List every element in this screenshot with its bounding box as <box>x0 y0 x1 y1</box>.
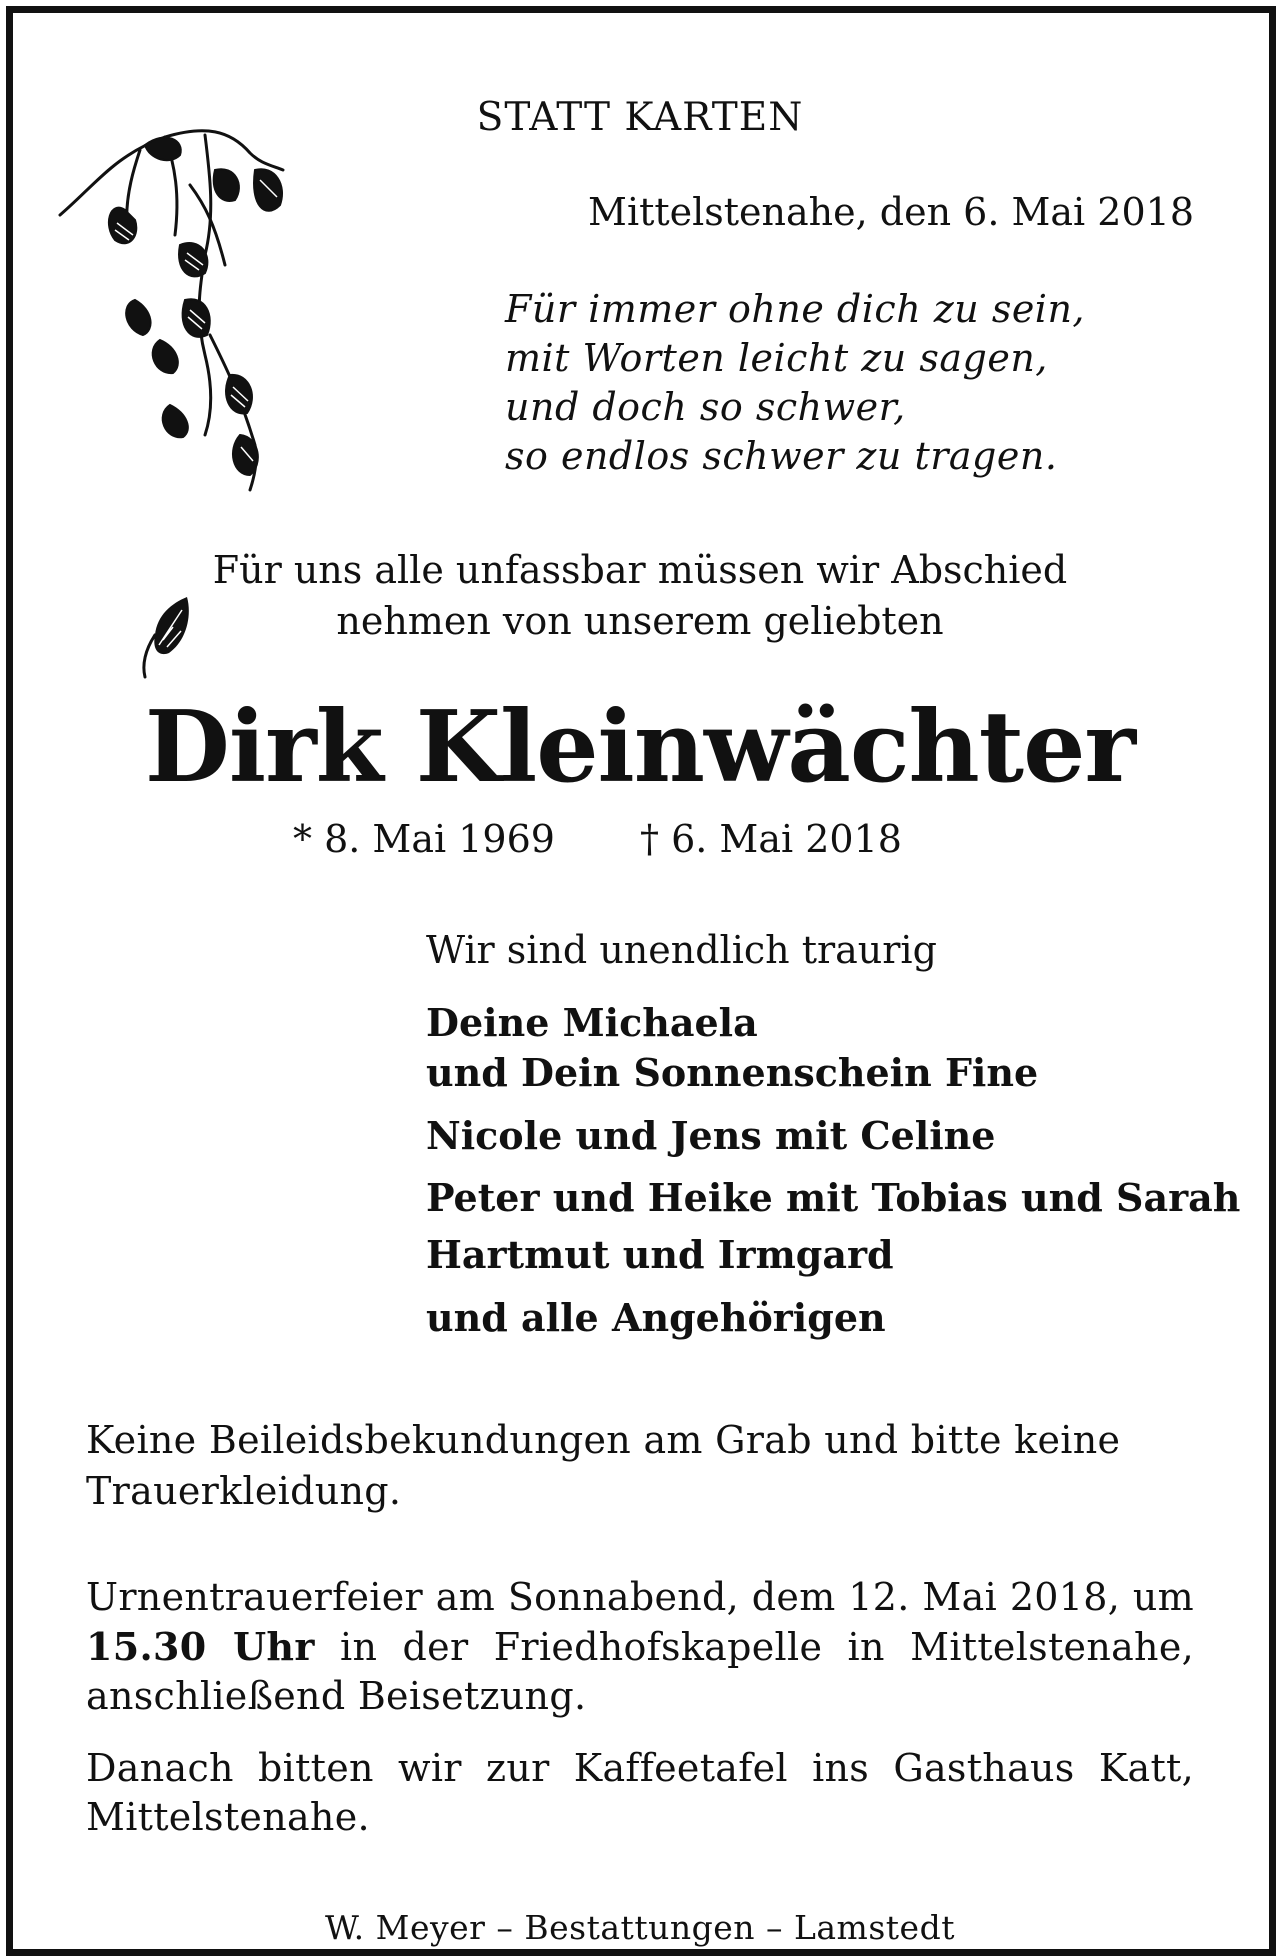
ceremony-line: anschließend Beisetzung. <box>86 1674 587 1718</box>
ceremony-line: Urnentrauerfeier am Sonnabend, dem 12. Mai 2018, um <box>86 1575 1194 1619</box>
condolence-note-line: Keine Beileidsbekundungen am Grab und bitte keine <box>86 1418 1121 1462</box>
ceremony-line <box>86 1622 1194 1672</box>
farewell-intro-line: Für uns alle unfassbar müssen wir Abschied <box>212 548 1068 592</box>
poem-line: mit Worten leicht zu sagen, <box>505 336 1048 380</box>
mourners-intro: Wir sind unendlich traurig <box>426 928 937 972</box>
farewell-intro-line: nehmen von unserem geliebten <box>336 599 944 643</box>
mourner-line: und Dein Sonnenschein Fine <box>426 1050 1039 1095</box>
coffee-info <box>86 1744 1194 1842</box>
coffee-line: Danach bitten wir zur Kaffeetafel ins Gasthaus Katt, <box>86 1746 1194 1790</box>
mourner-line: Peter und Heike mit Tobias und Sarah <box>426 1175 1241 1220</box>
farewell-intro <box>0 545 1280 647</box>
coffee-line: Mittelstenahe. <box>86 1795 370 1839</box>
statt-karten-heading: STATT KARTEN <box>476 95 804 140</box>
poem-line: so endlos schwer zu tragen. <box>505 434 1058 478</box>
ceremony-info <box>86 1573 1194 1721</box>
death-date: † 6. Mai 2018 <box>640 817 902 861</box>
condolence-note <box>86 1415 1120 1517</box>
poem-line: und doch so schwer, <box>505 385 906 429</box>
footer <box>0 1908 1280 1948</box>
deceased-name: Dirk Kleinwächter <box>144 690 1136 805</box>
mourner-line: und alle Angehörigen <box>426 1295 886 1340</box>
ceremony-location: in der Friedhofskapelle in Mittelstenahe, <box>339 1625 1194 1669</box>
birch-branch-icon <box>55 125 305 495</box>
condolence-note-line: Trauerkleidung. <box>86 1469 402 1513</box>
ceremony-time: 15.30 Uhr <box>86 1624 315 1669</box>
birth-date: * 8. Mai 1969 <box>293 817 555 861</box>
poem <box>505 285 1085 481</box>
funeral-home-credit: W. Meyer – Bestattungen – Lamstedt <box>303 1908 977 1947</box>
place-date: Mittelstenahe, den 6. Mai 2018 <box>588 190 1194 234</box>
mourner-line: Hartmut und Irmgard <box>426 1232 894 1277</box>
mourner-line: Deine Michaela <box>426 1000 758 1045</box>
poem-line: Für immer ohne dich zu sein, <box>505 287 1086 331</box>
mourner-line: Nicole und Jens mit Celine <box>426 1113 996 1158</box>
